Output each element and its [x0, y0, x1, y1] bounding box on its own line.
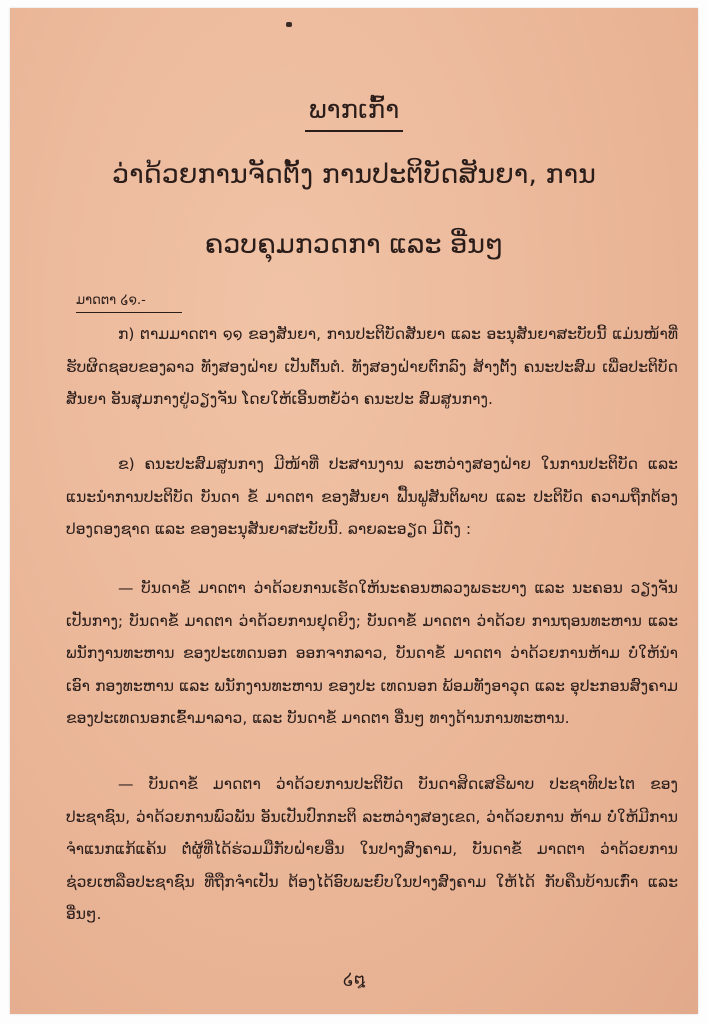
chapter-heading-text: ພາກເກົ້າ: [305, 94, 404, 132]
chapter-heading: [10, 94, 698, 132]
title-line-2: ຄວບຄຸມກວດກາ ແລະ ອື່ນໆ: [204, 229, 504, 260]
bullet-civil: [66, 768, 678, 931]
paragraph-b-text: ຂ) ຄນະປະສົມສູນກາງ ມີໜ້າທີ່ ປະສານງານ ລະຫວ່າງສອງຝ່າຍ ໃນການປະຕິບັດ ແລະ ແນະນຳການປະຕິບັດ ບັນດາ ຂໍ້ ມາດຕາ ຂອງສັນຍາ ຟື້ນຟູສັນຕິພາບ ແລະ ປະຕິບັດ ຄວາມຖືກຕ້ອງປອງດອງຊາດ ແລະ ຂອງອະນຸສັນຍາສະບັບນີ້. ລາຍລະອຽດ ມີດັ່ງ :: [66, 455, 678, 538]
title-line-1: ວ່າດ້ວຍການຈັດຕັ້ງ ການປະຕິບັດສັນຍາ, ການ: [112, 159, 596, 190]
paragraph-a-text: ກ) ຕາມມາດຕາ ໑໑ ຂອງສັນຍາ, ການປະຕິບັດສັນຍາ ແລະ ອະນຸສັນຍາສະບັບນີ້ ແມ່ນໜ້າທີ່ຮັບຜິດຊອບຂອງລາວ ທັງສອງຝ່າຍ ເປັນຕົ້ນຕໍ. ທັງສອງຝ່າຍຕົກລົງ ສ້າງຕັ້ງ ຄນະປະສົມ ເພື່ອປະຕິບັດສັນຍາ ອັນສຸມກາງຢູ່ວຽງຈັນ ໂດຍໃຫ້ເອີ້ນຫຍໍ້ວ່າ ຄນະປະ ສົມສູນກາງ.: [66, 325, 678, 408]
paragraph-a: [66, 318, 678, 416]
page-number: ໒໘: [342, 970, 366, 990]
bullet-civil-text: — ບັນດາຂໍ້ ມາດຕາ ວ່າດ້ວຍການປະຕິບັດ ບັນດາສິດເສຣີພາບ ປະຊາທິປະໄຕ ຂອງປະຊາຊົນ, ວ່າດ້ວຍການພົວພັນ ອັນເປັນປົກກະຕິ ລະຫວ່າງສອງເຂດ, ວ່າດ້ວຍການ ຫ້າມ ບໍ່ໃຫ້ມີການຈຳແນກແກ້ແຄ້ນ ຕໍ່ຜູ້ທີ່ໄດ້ຮ່ວມມືກັບຝ່າຍອື່ນ ໃນປາງສົງຄາມ, ບັນດາຂໍ້ ມາດຕາ ວ່າດ້ວຍການຊ່ວຍເຫລືອປະຊາຊົນ ທີ່ຖືກຈຳເປັນ ຕ້ອງໄດ້ອົບພະຍົບໃນປາງສົງຄາມ ໃຫ້ໄດ້ ກັບຄືນບ້ານເກົ່າ ແລະ ອື່ນໆ.: [66, 775, 678, 923]
document-page: [10, 8, 698, 1014]
ink-speck: [286, 22, 292, 27]
bullet-military-text: — ບັນດາຂໍ້ ມາດຕາ ວ່າດ້ວຍການເຮັດໃຫ້ນະຄອນຫລວງພຣະບາງ ແລະ ນະຄອນ ວຽງຈັນ ເປັນກາງ; ບັນດາຂໍ້ ມາດຕາ ວ່າດ້ວຍການຢຸດຍິງ; ບັນດາຂໍ້ ມາດຕາ ວ່າດ້ວຍ ການຖອນທະຫານ ແລະ ພນັກງານທະຫານ ຂອງປະເທດນອກ ອອກຈາກລາວ, ບັນດາຂໍ້ ມາດຕາ ວ່າດ້ວຍການຫ້າມ ບໍ່ໃຫ້ນຳເອົາ ກອງທະຫານ ແລະ ພນັກງານທະຫານ ຂອງປະ ເທດນອກ ພ້ອມທັງອາວຸດ ແລະ ອຸປະກອນສົງຄາມ ຂອງປະເທດນອກເຂົ້າມາລາວ, ແລະ ບັນດາຂໍ້ ມາດຕາ ອື່ນໆ ທາງດ້ານການທະຫານ.: [66, 579, 678, 727]
article-label: ມາດຕາ ໒໑.-: [76, 292, 182, 313]
bullet-military: [66, 572, 678, 735]
paragraph-b: [66, 448, 678, 546]
